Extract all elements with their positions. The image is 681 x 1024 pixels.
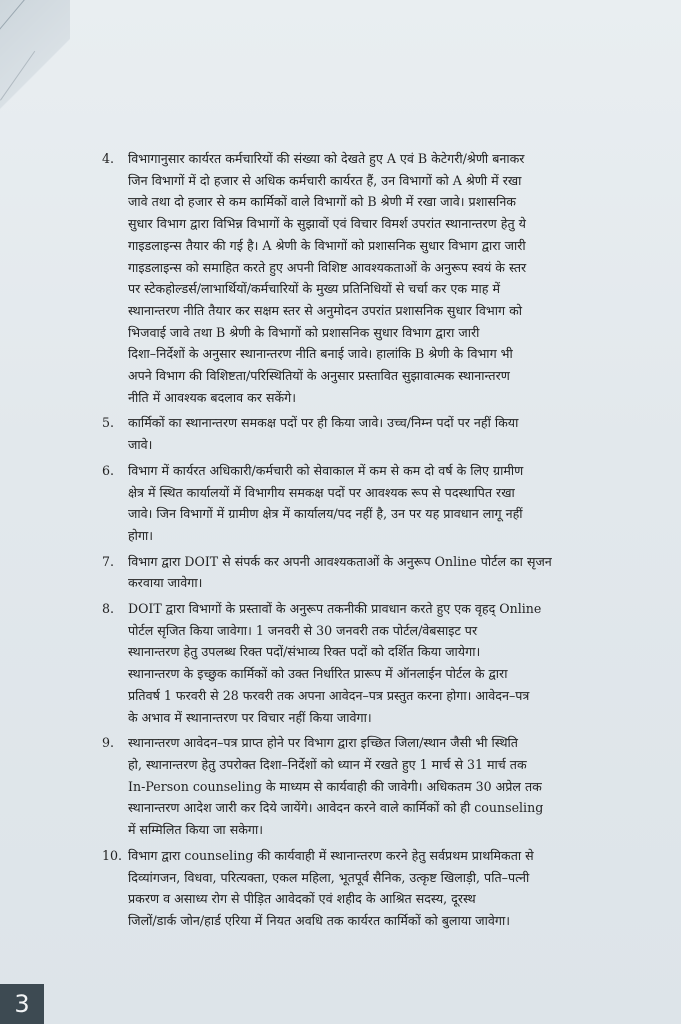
guideline-item [102,148,642,408]
guideline-text-line: स्थानान्तरण आवेदन–पत्र प्राप्त होने पर विभाग द्वारा इच्छित जिला/स्थान जैसी भी स्थिति [128,735,518,751]
guideline-item [102,551,642,594]
guideline-text-line: पर स्टेकहोल्डर्स/लाभार्थियों/कर्मचारियों के मुख्य प्रतिनिधियों से चर्चा कर एक माह में [128,281,501,297]
guideline-text [128,845,642,932]
guideline-text-line: भिजवाई जावे तथा B श्रेणी के विभागों को प्रशासनिक सुधार विभाग द्वारा जारी [128,324,480,340]
guideline-text-line: सुधार विभाग द्वारा विभिन्न विभागों के सुझावों एवं विचार विमर्श उपरांत स्थानान्तरण हेतु ये [128,216,526,232]
guideline-text-line: क्षेत्र में स्थित कार्यालयों में विभागीय समकक्ष पदों पर आवश्यक रूप से पदस्थापित रखा [128,484,515,500]
guideline-text-line: गाइडलाइन्स को समाहित करते हुए अपनी विशिष्ट आवश्यकताओं के अनुरूप स्वयं के स्तर [128,259,527,275]
guideline-text-line: जावे। [128,437,153,453]
guideline-text-line: जिन विभागों में दो हजार से अधिक कर्मचारी कार्यरत हैं, उन विभागों को A श्रेणी में रखा [128,172,522,188]
guideline-item [102,412,642,455]
guideline-text-line: नीति में आवश्यक बदलाव कर सकेंगे। [128,389,296,405]
guideline-text-line: दिशा–निर्देशों के अनुसार स्थानान्तरण नीति बनाई जावे। हालांकि B श्रेणी के विभाग भी [128,346,513,362]
guideline-number: 6. [102,462,115,478]
guideline-text-line: DOIT द्वारा विभागों के प्रस्तावों के अनुरूप तकनीकी प्रावधान करते हुए एक वृहद् Online [128,601,542,617]
guideline-number: 9. [102,735,115,751]
guideline-number: 5. [102,415,115,431]
guidelines-list [102,148,642,936]
guideline-text-line: विभाग द्वारा DOIT से संपर्क कर अपनी आवश्यकताओं के अनुरूप Online पोर्टल का सृजन [128,553,552,569]
guideline-text-line: दिव्यांगजन, विधवा, परित्यक्ता, एकल महिला, भूतपूर्व सैनिक, उत्कृष्ट खिलाड़ी, पति–पत्नी [128,869,530,885]
page-number: 3 [14,990,30,1018]
guideline-item [102,732,642,841]
guideline-text-line: के अभाव में स्थानान्तरण पर विचार नहीं किया जावेगा। [128,709,372,725]
guideline-text-line: गाइडलाइन्स तैयार की गई है। A श्रेणी के विभागों को प्रशासनिक सुधार विभाग द्वारा जारी [128,237,526,253]
guideline-text-line: अपने विभाग की विशिष्टता/परिस्थितियों के अनुसार प्रस्तावित सुझावात्मक स्थानान्तरण [128,368,510,384]
guideline-text [128,148,642,408]
guideline-number: 8. [102,601,115,617]
guideline-text-line: स्थानान्तरण के इच्छुक कार्मिकों को उक्त निर्धारित प्रारूप में ऑनलाईन पोर्टल के द्वारा [128,666,508,682]
guideline-text-line: कार्मिकों का स्थानान्तरण समकक्ष पदों पर ही किया जावे। उच्च/निम्न पदों पर नहीं किया [128,415,519,431]
guideline-text-line: In-Person counseling के माध्यम से कार्यवाही की जावेगी। अधिकतम 30 अप्रेल तक [128,778,542,794]
guideline-text-line: स्थानान्तरण नीति तैयार कर सक्षम स्तर से अनुमोदन उपरांत प्रशासनिक सुधार विभाग को [128,302,523,318]
guideline-text-line: जावे तथा दो हजार से कम कार्मिकों वाले विभागों को B श्रेणी में रखा जावे। प्रशासनिक [128,194,516,210]
guideline-text-line: में सम्मिलित किया जा सकेगा। [128,822,264,838]
guideline-text [128,551,642,594]
guideline-text-line: स्थानान्तरण आदेश जारी कर दिये जायेंगे। आवेदन करने वाले कार्मिकों को ही counseling [128,800,544,816]
guideline-text-line: जिलों/डार्क जोन/हार्ड एरिया में नियत अवधि तक कार्यरत कार्मिकों को बुलाया जावेगा। [128,912,511,928]
guideline-item [102,845,642,932]
guideline-text-line: होगा। [128,527,154,543]
guideline-text-line: हो, स्थानान्तरण हेतु उपरोक्त दिशा–निर्देशों को ध्यान में रखते हुए 1 मार्च से 31 मार्च तक [128,756,527,772]
guideline-text-line: पोर्टल सृजित किया जावेगा। 1 जनवरी से 30 जनवरी तक पोर्टल/वेबसाइट पर [128,622,478,638]
guideline-text [128,732,642,841]
guideline-text-line: विभागानुसार कार्यरत कर्मचारियों की संख्या को देखते हुए A एवं B केटेगरी/श्रेणी बनाकर [128,151,525,166]
guideline-text [128,412,642,455]
guideline-text-line: प्रकरण व असाध्य रोग से पीड़ित आवेदकों एवं शहीद के आश्रित सदस्य, दूरस्थ [128,891,476,907]
guideline-number: 4. [102,151,115,166]
guideline-text [128,598,642,728]
guideline-text-line: विभाग में कार्यरत अधिकारी/कर्मचारी को सेवाकाल में कम से कम दो वर्ष के लिए ग्रामीण [128,462,524,478]
guideline-text-line: जावे। जिन विभागों में ग्रामीण क्षेत्र में कार्यालय/पद नहीं है, उन पर यह प्रावधान लागू नहीं [128,506,523,522]
guideline-item [102,460,642,547]
guideline-text-line: विभाग द्वारा counseling की कार्यवाही में स्थानान्तरण करने हेतु सर्वप्रथम प्राथमिकता से [128,847,534,863]
guideline-number: 10. [102,847,123,863]
guideline-text-line: स्थानान्तरण हेतु उपलब्ध रिक्त पदों/संभाव्य रिक्त पदों को दर्शित किया जायेगा। [128,644,481,660]
guideline-text [128,460,642,547]
guideline-item [102,598,642,728]
guideline-text-line: प्रतिवर्ष 1 फरवरी से 28 फरवरी तक अपना आवेदन–पत्र प्रस्तुत करना होगा। आवेदन–पत्र [128,687,530,703]
page-number-badge [0,984,44,1024]
guideline-text-line: करवाया जावेगा। [128,575,203,591]
guideline-number: 7. [102,553,115,569]
